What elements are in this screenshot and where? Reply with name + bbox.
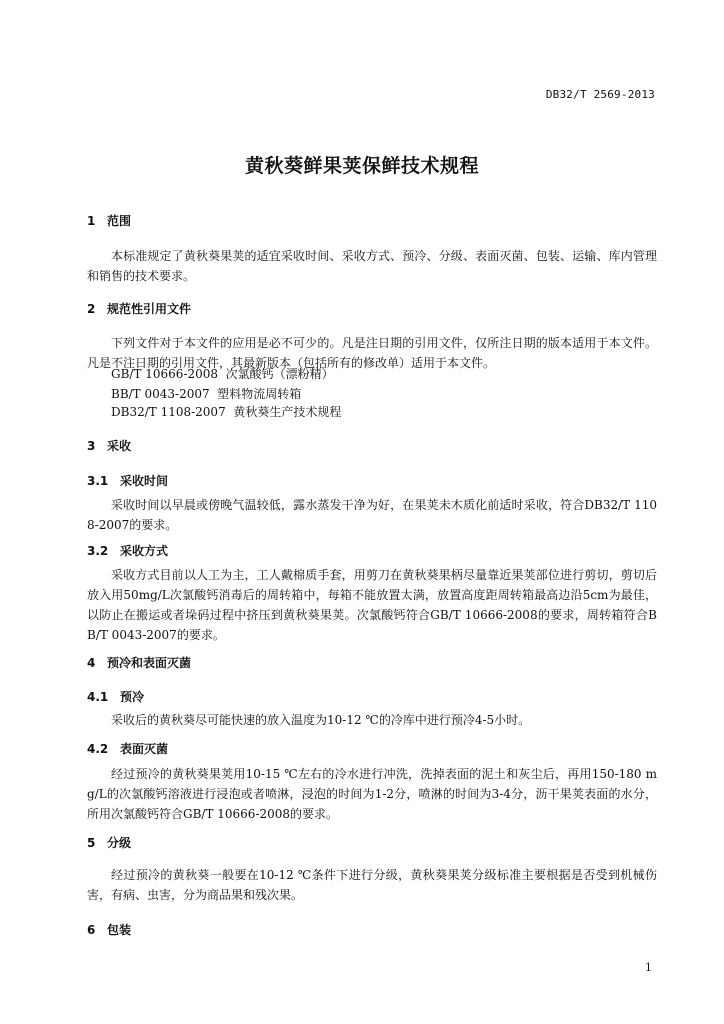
- section-number: 4: [87, 656, 96, 670]
- section-number: 6: [87, 923, 96, 937]
- section-title: 范围: [107, 214, 132, 228]
- section-number: 2: [87, 302, 96, 316]
- subsection-3-1-heading: [87, 472, 168, 489]
- section-1-paragraph: 本标准规定了黄秋葵果荚的适宜采收时间、采收方式、预冷、分级、表面灭菌、包装、运输、库内管理和销售的技术要求。: [87, 249, 657, 283]
- subsection-number: 4.1: [87, 690, 109, 704]
- section-6-heading: [87, 921, 131, 938]
- section-3-heading: [87, 437, 131, 454]
- subsection-title: 采收时间: [120, 474, 169, 488]
- subsection-number: 3.1: [87, 474, 109, 488]
- subsection-title: 采收方式: [120, 544, 169, 558]
- section-title: 分级: [107, 836, 132, 850]
- section-title: 预冷和表面灭菌: [107, 656, 192, 670]
- subsection-4-2-heading: [87, 740, 168, 757]
- subsection-4-2-paragraph: 经过预冷的黄秋葵果荚用10-15 ℃左右的冷水进行冲洗，洗掉表面的泥土和灰尘后，再用150-180 mg/L的次氯酸钙溶液进行浸泡或者喷淋，浸泡的时间为1-2分，喷淋的时间为3-4分，沥干果荚表面的水分，所用次氯酸钙符合GB/T 10666-2008的要求。: [87, 767, 657, 821]
- subsection-title: 表面灭菌: [120, 742, 169, 756]
- section-5-heading: [87, 834, 131, 851]
- section-number: 1: [87, 214, 96, 228]
- section-5-paragraph: 经过预冷的黄秋葵一般要在10-12 ℃条件下进行分级，黄秋葵果荚分级标准主要根据是否受到机械伤害，有病、虫害，分为商品果和残次果。: [87, 868, 657, 902]
- reference-item: BB/T 0043-2007 塑料物流周转箱: [111, 387, 302, 401]
- section-4-heading: [87, 654, 191, 671]
- section-title: 包装: [107, 923, 132, 937]
- subsection-4-1-heading: [87, 688, 144, 705]
- section-title: 规范性引用文件: [107, 302, 192, 316]
- subsection-number: 3.2: [87, 544, 109, 558]
- document-title: 黄秋葵鲜果荚保鲜技术规程: [244, 155, 479, 177]
- subsection-3-2-heading: [87, 542, 168, 559]
- reference-item: DB32/T 1108-2007 黄秋葵生产技术规程: [111, 405, 342, 419]
- subsection-3-1-paragraph: 采收时间以早晨或傍晚气温较低，露水蒸发干净为好，在果荚未木质化前适时采收，符合DB32/T 1108-2007的要求。: [87, 498, 657, 532]
- section-1-heading: [87, 212, 131, 229]
- section-number: 5: [87, 836, 96, 850]
- subsection-number: 4.2: [87, 742, 109, 756]
- subsection-4-1-paragraph: 采收后的黄秋葵尽可能快速的放入温度为10-12 ℃的冷库中进行预冷4-5小时。: [111, 713, 531, 727]
- section-2-heading: [87, 300, 191, 317]
- subsection-3-2-paragraph: 采收方式目前以人工为主，工人戴棉质手套，用剪刀在黄秋葵果柄尽量靠近果荚部位进行剪切，剪切后放入用50mg/L次氯酸钙消毒后的周转箱中，每箱不能放置太满，放置高度距周转箱最高边沿5cm为最佳，以防止在搬运或者垛码过程中挤压到黄秋葵果荚。次氯酸钙符合GB/T 10666-2008的要求，周转箱符合BB/T 0043-2007的要求。: [87, 568, 657, 642]
- reference-item: GB/T 10666-2008 次氯酸钙（漂粉精）: [111, 367, 334, 381]
- section-2-paragraph: 下列文件对于本文件的应用是必不可少的。凡是注日期的引用文件，仅所注日期的版本适用于本文件。凡是不注日期的引用文件，其最新版本（包括所有的修改单）适用于本文件。: [87, 336, 657, 370]
- page-number: 1: [645, 961, 652, 974]
- subsection-title: 预冷: [120, 690, 145, 704]
- standard-code: DB32/T 2569-2013: [545, 88, 655, 101]
- section-title: 采收: [107, 439, 132, 453]
- section-number: 3: [87, 439, 96, 453]
